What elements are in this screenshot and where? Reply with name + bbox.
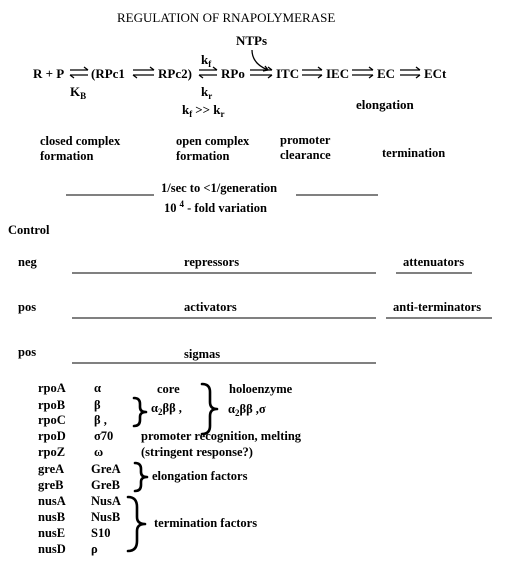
equilibrium-arrow-1 bbox=[70, 67, 88, 78]
kf-constant: $k_f$ bbox=[201, 52, 212, 69]
core-brace bbox=[134, 398, 146, 426]
core-label: core bbox=[157, 382, 180, 396]
gene-nusA: nusA bbox=[38, 494, 66, 508]
symbol-sigma70: σ70 bbox=[94, 429, 114, 443]
ntps-label: NTPs bbox=[236, 33, 268, 48]
gene-nusD: nusD bbox=[38, 542, 66, 556]
gene-nusB: nusB bbox=[38, 510, 66, 524]
control-neg-label: neg bbox=[18, 255, 37, 269]
protein-S10: S10 bbox=[91, 526, 111, 540]
termination-factors-label: termination factors bbox=[154, 516, 258, 530]
species-r-plus-p: R + P bbox=[33, 66, 65, 81]
symbol-beta: β bbox=[94, 398, 101, 412]
control-pos1-extra: anti-terminators bbox=[393, 300, 482, 314]
termination-brace bbox=[128, 497, 145, 551]
stage-closed-line1: closed complex bbox=[40, 134, 121, 148]
protein-GreA: GreA bbox=[91, 462, 121, 476]
elongation-label: elongation bbox=[356, 97, 414, 112]
protein-NusB: NusB bbox=[91, 510, 121, 524]
stage-termination: termination bbox=[382, 146, 446, 160]
species-ect: ECt bbox=[424, 66, 447, 81]
control-neg-factor: repressors bbox=[184, 255, 240, 269]
species-rpc2: RPc2) bbox=[158, 66, 192, 81]
holoenzyme-label: holoenzyme bbox=[229, 382, 293, 396]
forward-arrow-4 bbox=[400, 67, 420, 78]
stringent-response: (stringent response?) bbox=[141, 445, 253, 459]
control-pos1-factor: activators bbox=[184, 300, 237, 314]
control-pos2-factor: sigmas bbox=[184, 347, 221, 361]
rate-relation: $k_f >> k_r$ bbox=[182, 102, 225, 119]
protein-rho: ρ bbox=[91, 542, 98, 556]
control-pos1-label: pos bbox=[18, 300, 37, 314]
control-pos2-label: pos bbox=[18, 345, 37, 359]
species-iec: IEC bbox=[326, 66, 350, 81]
symbol-omega: ω bbox=[94, 445, 104, 459]
gene-greB: greB bbox=[38, 478, 64, 492]
fold-variation: 10 $^4$ - fold variation bbox=[164, 199, 267, 215]
promoter-recognition: promoter recognition, melting bbox=[141, 429, 302, 443]
gene-rpoA: rpoA bbox=[38, 381, 66, 395]
gene-rpoD: rpoD bbox=[38, 429, 66, 443]
core-formula: $\alpha_2\beta\beta$ , bbox=[151, 401, 182, 417]
symbol-beta-prime: β , bbox=[94, 413, 107, 427]
gene-rpoB: rpoB bbox=[38, 398, 66, 412]
gene-rpoZ: rpoZ bbox=[38, 445, 66, 459]
control-neg-extra: attenuators bbox=[403, 255, 465, 269]
page-title: REGULATION OF RNAPOLYMERASE bbox=[117, 10, 336, 25]
kr-constant: $k_r$ bbox=[201, 84, 213, 101]
kb-constant: $K_B$ bbox=[70, 84, 87, 101]
holoenzyme-brace bbox=[202, 384, 217, 434]
stage-promoter-line2: clearance bbox=[280, 148, 331, 162]
elongation-brace bbox=[135, 463, 147, 491]
elongation-factors-label: elongation factors bbox=[152, 469, 248, 483]
species-ec: EC bbox=[377, 66, 396, 81]
species-itc: ITC bbox=[276, 66, 300, 81]
protein-NusA: NusA bbox=[91, 494, 121, 508]
holoenzyme-formula: $\alpha_2\beta\beta$ ,σ bbox=[228, 402, 266, 418]
species-rpc1: (RPc1 bbox=[91, 66, 125, 81]
control-heading: Control bbox=[8, 223, 50, 237]
symbol-alpha: α bbox=[94, 381, 101, 395]
equilibrium-arrow-2 bbox=[133, 67, 154, 78]
gene-nusE: nusE bbox=[38, 526, 66, 540]
stage-open-line1: open complex bbox=[176, 134, 250, 148]
gene-rpoC: rpoC bbox=[38, 413, 66, 427]
stage-open-line2: formation bbox=[176, 149, 230, 163]
forward-arrow-1 bbox=[250, 67, 272, 78]
rate-range: 1/sec to <1/generation bbox=[161, 181, 278, 195]
stage-closed-line2: formation bbox=[40, 149, 94, 163]
stage-promoter-line1: promoter bbox=[280, 133, 331, 147]
gene-greA: greA bbox=[38, 462, 65, 476]
forward-arrow-3 bbox=[352, 67, 373, 78]
species-rpo: RPo bbox=[221, 66, 245, 81]
forward-arrow-2 bbox=[302, 67, 322, 78]
protein-GreB: GreB bbox=[91, 478, 120, 492]
